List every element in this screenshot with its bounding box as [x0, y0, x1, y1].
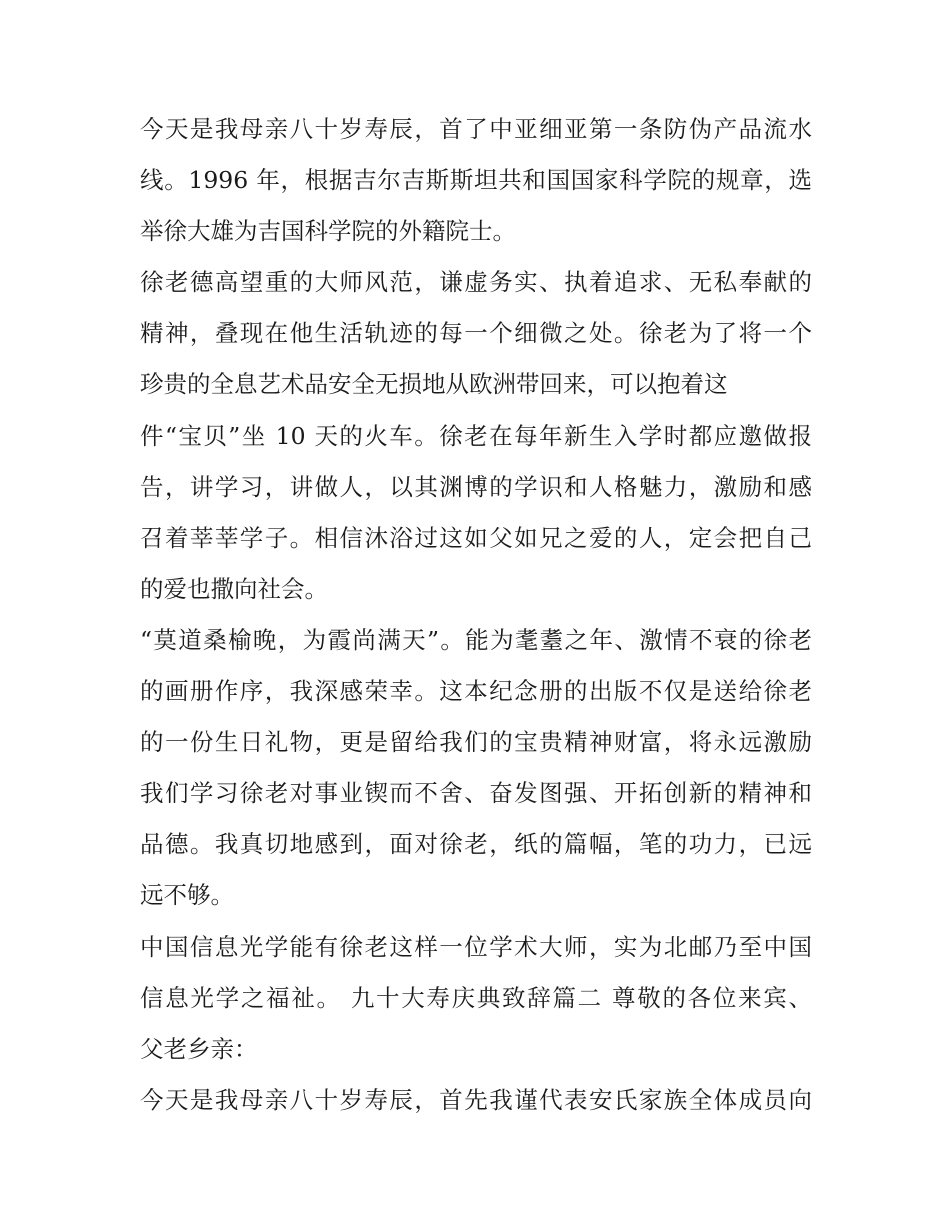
- document-body: [140, 104, 812, 1126]
- text-line: 的一份生日礼物，更是留给我们的宝贵精神财富，将永远激励: [140, 728, 812, 757]
- text-line: 的画册作序，我深感荣幸。这本纪念册的出版不仅是送给徐老: [140, 677, 812, 706]
- text-line: 远不够。: [140, 881, 234, 910]
- text-line: 父老乡亲：: [140, 1034, 258, 1063]
- text-line: 举徐大雄为吉国科学院的外籍院士。: [140, 217, 516, 246]
- text-line: 品德。我真切地感到，面对徐老，纸的篇幅，笔的功力，已远: [140, 830, 812, 859]
- text-line: 召着莘莘学子。相信沐浴过这如父如兄之爱的人，定会把自己: [140, 523, 812, 552]
- text-line: 今天是我母亲八十岁寿辰，首先我谨代表安氏家族全体成员向: [140, 1085, 812, 1114]
- text-line: 信息光学之福祉。 九十大寿庆典致辞篇二 尊敬的各位来宾、: [140, 983, 812, 1012]
- text-line: 我们学习徐老对事业锲而不舍、奋发图强、开拓创新的精神和: [140, 779, 812, 808]
- text-line: 的爱也撒向社会。: [140, 574, 328, 603]
- text-line: “莫道桑榆晚，为霞尚满天”。能为耄耋之年、激情不衰的徐老: [140, 625, 812, 654]
- text-line: 今天是我母亲八十岁寿辰，首了中亚细亚第一条防伪产品流水: [140, 115, 812, 143]
- text-line: 中国信息光学能有徐老这样一位学术大师，实为北邮乃至中国: [140, 932, 812, 961]
- text-line: 精神，叠现在他生活轨迹的每一个细微之处。徐老为了将一个: [140, 319, 812, 348]
- text-line: 线。1996 年，根据吉尔吉斯斯坦共和国国家科学院的规章，选: [140, 166, 812, 195]
- text-line: 徐老德高望重的大师风范，谦虚务实、执着追求、无私奉献的: [140, 268, 812, 297]
- text-line: 告，讲学习，讲做人，以其渊博的学识和人格魅力，激励和感: [140, 472, 812, 501]
- text-line: 珍贵的全息艺术品安全无损地从欧洲带回来，可以抱着这: [140, 370, 728, 399]
- text-line: 件“宝贝”坐 10 天的火车。徐老在每年新生入学时都应邀做报: [140, 421, 812, 450]
